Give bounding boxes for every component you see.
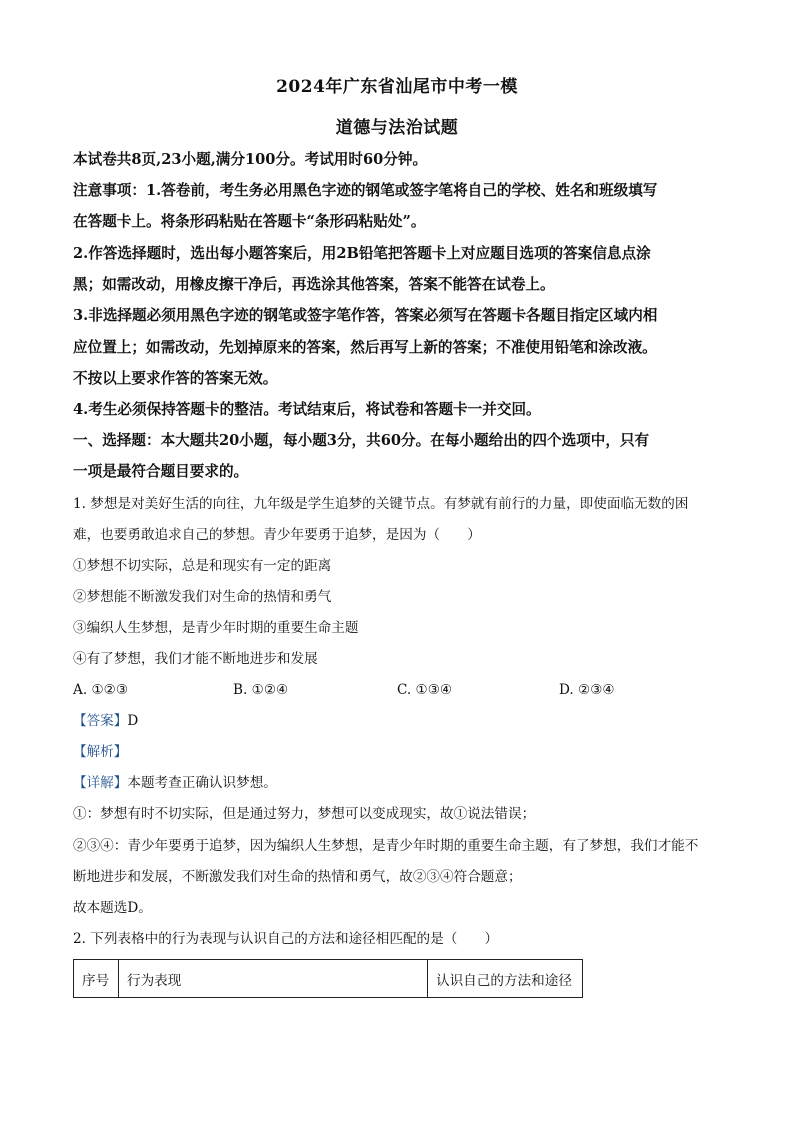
q1-explain-2b: 断地进步和发展，不断激发我们对生命的热情和勇气，故②③④符合题意； xyxy=(73,869,522,885)
note-2a: 2.作答选择题时，选出每小题答案后，用2B铅笔把答题卡上对应题目选项的答案信息点涂 xyxy=(73,245,651,262)
q1-stem-b: 难，也要勇敢追求自己的梦想。青少年要勇于追梦，是因为（ ） xyxy=(73,527,481,543)
detail-label: 【详解】 xyxy=(73,775,128,791)
note-2b: 黑；如需改动，用橡皮擦干净后，再选涂其他答案，答案不能答在试卷上。 xyxy=(73,276,555,293)
table-header-row xyxy=(74,960,583,998)
note-3b: 应位置上；如需改动，先划掉原来的答案，然后再写上新的答案；不准使用铅笔和涂改液。 xyxy=(73,339,657,356)
table-header-index: 序号 xyxy=(74,960,119,998)
q1-detail xyxy=(73,773,723,793)
section-heading-b: 一项是最符合题目要求的。 xyxy=(73,463,249,480)
q1-option-c: C. ①③④ xyxy=(397,682,453,698)
q1-item-2: ②梦想能不断激发我们对生命的热情和勇气 xyxy=(73,589,332,605)
q2-stem: 2. 下列表格中的行为表现与认识自己的方法和途径相匹配的是（ ） xyxy=(73,931,499,947)
q1-item-4: ④有了梦想，我们才能不断地进步和发展 xyxy=(73,651,318,667)
q1-conclusion: 故本题选D。 xyxy=(73,900,152,916)
q1-explain-2a: ②③④：青少年要勇于追梦，因为编织人生梦想，是青少年时期的重要生命主题，有了梦想，我们才能不 xyxy=(73,838,699,854)
note-1b: 在答题卡上。将条形码粘贴在答题卡“条形码粘贴处”。 xyxy=(73,213,426,230)
q1-analysis xyxy=(73,742,723,762)
table-header-behavior: 行为表现 xyxy=(119,960,428,998)
exam-title: 2024年广东省汕尾市中考一模 xyxy=(276,77,518,97)
exam-intro: 本试卷共8页,23小题,满分100分。考试用时60分钟。 xyxy=(73,151,428,168)
q2-table xyxy=(73,959,583,998)
q1-stem-a: 1. 梦想是对美好生活的向往，九年级是学生追梦的关键节点。有梦就有前行的力量，即使面临无数的困 xyxy=(73,496,689,512)
q1-explain-1: ①：梦想有时不切实际，但是通过努力，梦想可以变成现实，故①说法错误； xyxy=(73,806,536,822)
detail-text: 本题考查正确认识梦想。 xyxy=(127,775,277,791)
answer-label: 【答案】 xyxy=(73,713,128,729)
analysis-label: 【解析】 xyxy=(73,744,128,760)
section-heading-a: 一、选择题：本大题共20小题，每小题3分，共60分。在每小题给出的四个选项中，只有 xyxy=(73,432,650,449)
note-4: 4.考生必须保持答题卡的整洁。考试结束后，将试卷和答题卡一并交回。 xyxy=(73,401,541,418)
note-3c: 不按以上要求作答的答案无效。 xyxy=(73,370,278,387)
table-header-method: 认识自己的方法和途径 xyxy=(428,960,583,998)
answer-value: D xyxy=(127,713,139,729)
q1-item-3: ③编织人生梦想，是青少年时期的重要生命主题 xyxy=(73,620,359,636)
q1-item-1: ①梦想不切实际，总是和现实有一定的距离 xyxy=(73,558,332,574)
note-3a: 3.非选择题必须用黑色字迹的钢笔或签字笔作答，答案必须写在答题卡各题目指定区域内相 xyxy=(73,307,658,324)
note-1a: 注意事项：1.答卷前，考生务必用黑色字迹的钢笔或签字笔将自己的学校、姓名和班级填写 xyxy=(73,182,658,199)
q1-option-b: B. ①②④ xyxy=(233,682,289,698)
q1-answer xyxy=(73,711,723,731)
q1-option-a: A. ①②③ xyxy=(73,682,129,698)
exam-subject-title: 道德与法治试题 xyxy=(335,118,459,138)
q1-option-d: D. ②③④ xyxy=(559,682,615,698)
